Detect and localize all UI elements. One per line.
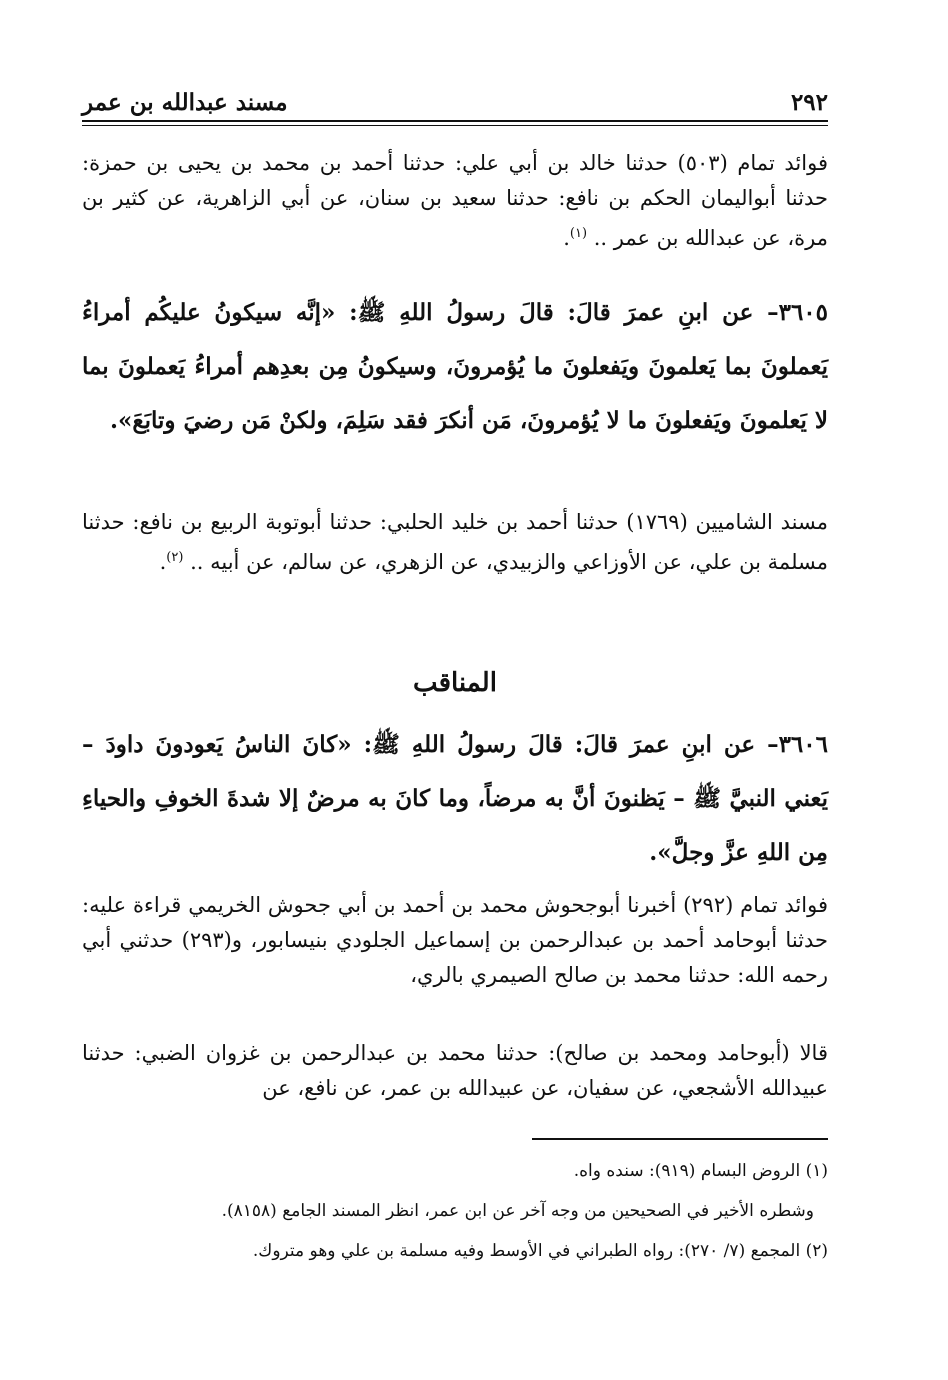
- hadith-number: ٣٦٠٦–: [767, 731, 828, 758]
- footnote-ref-2: (٢): [166, 550, 184, 565]
- hadith-3606: [82, 718, 828, 880]
- running-header: [82, 86, 828, 116]
- page-number: ٢٩٢: [790, 89, 828, 116]
- footnote-ref-1: (١): [569, 226, 588, 241]
- running-title: مسند عبدالله بن عمر: [82, 89, 288, 116]
- source-paragraph-4: قالا (أبوحامد ومحمد بن صالح): حدثنا محمد بن عبدالرحمن بن غزوان الضبي: حدثنا عبيدالله الأشجعي، عن سفيان، عن عبيدالله بن عمر، عن نافع، عن: [82, 1041, 828, 1100]
- book-page: [82, 0, 828, 1380]
- source-paragraph-2: مسند الشاميين (١٧٦٩) حدثنا أحمد بن خليد الحلبي: حدثنا أبوتوبة الربيع بن نافع: حدثنا مسلمة بن علي، عن الأوزاعي والزبيدي، عن الزهري، عن سالم، عن أبيه .. $^{(٢)}$.: [82, 510, 828, 574]
- footnote-1: (١) الروض البسام (٩١٩): سنده واه.: [573, 1161, 828, 1181]
- header-rule-thick: [82, 120, 828, 122]
- footnote-2: (٢) المجمع (٧/ ٢٧٠): رواه الطبراني في الأوسط وفيه مسلمة بن علي وهو متروك.: [252, 1241, 828, 1261]
- footnote-1-continuation: وشطره الأخير في الصحيحين من وجه آخر عن ابن عمر، انظر المسند الجامع (٨١٥٨).: [221, 1201, 814, 1221]
- hadith-number: ٣٦٠٥–: [767, 299, 829, 326]
- section-title: المناقب: [413, 668, 497, 698]
- hadith-3605: [82, 286, 828, 448]
- hadith-text: عن ابنِ عمرَ قالَ: قالَ رسولُ اللهِ ﷺ: «كانَ الناسُ يَعودونَ داودَ – يَعني النبيَّ ﷺ – يَظنونَ أنَّ به مرضاً، وما كانَ به مرضٌ إلا شدةَ الخوفِ والحياءِ مِن اللهِ عزَّ وجلَّ».: [82, 731, 829, 866]
- source-paragraph-3: فوائد تمام (٢٩٢) أخبرنا أبوجحوش محمد بن أحمد بن أبي جحوش الخريمي قراءة عليه: حدثنا أبوحامد أحمد بن عبدالرحمن بن إسماعيل الجلودي بنيسابور، و(٢٩٣) حدثني أبي رحمه الله: حدثنا محمد بن صالح الصيمري بالري،: [82, 893, 829, 987]
- hadith-text: عن ابنِ عمرَ قالَ: قالَ رسولُ اللهِ ﷺ: «إنَّه سيكونُ عليكُم أمراءُ يَعملونَ بما يَعلمونَ ويَفعلونَ ما يُؤمرونَ، وسيكونُ مِن بعدِهم أمراءُ يَعملونَ بما لا يَعلمونَ ويَفعلونَ ما لا يُؤمرونَ، مَن أنكرَ فقد سَلِمَ، ولكنْ مَن رضيَ وتابَعَ».: [82, 299, 828, 434]
- source-paragraph-1: فوائد تمام (٥٠٣) حدثنا خالد بن أبي علي: حدثنا أحمد بن محمد بن يحيى بن حمزة: حدثنا أبواليمان الحكم بن نافع: حدثنا سعيد بن سنان، عن أبي الزاهرية، عن كثير بن مرة، عن عبدالله بن عمر .. $^{(١)}$.: [82, 151, 828, 250]
- footnote-separator: [532, 1138, 828, 1140]
- header-rule-thin: [82, 125, 828, 126]
